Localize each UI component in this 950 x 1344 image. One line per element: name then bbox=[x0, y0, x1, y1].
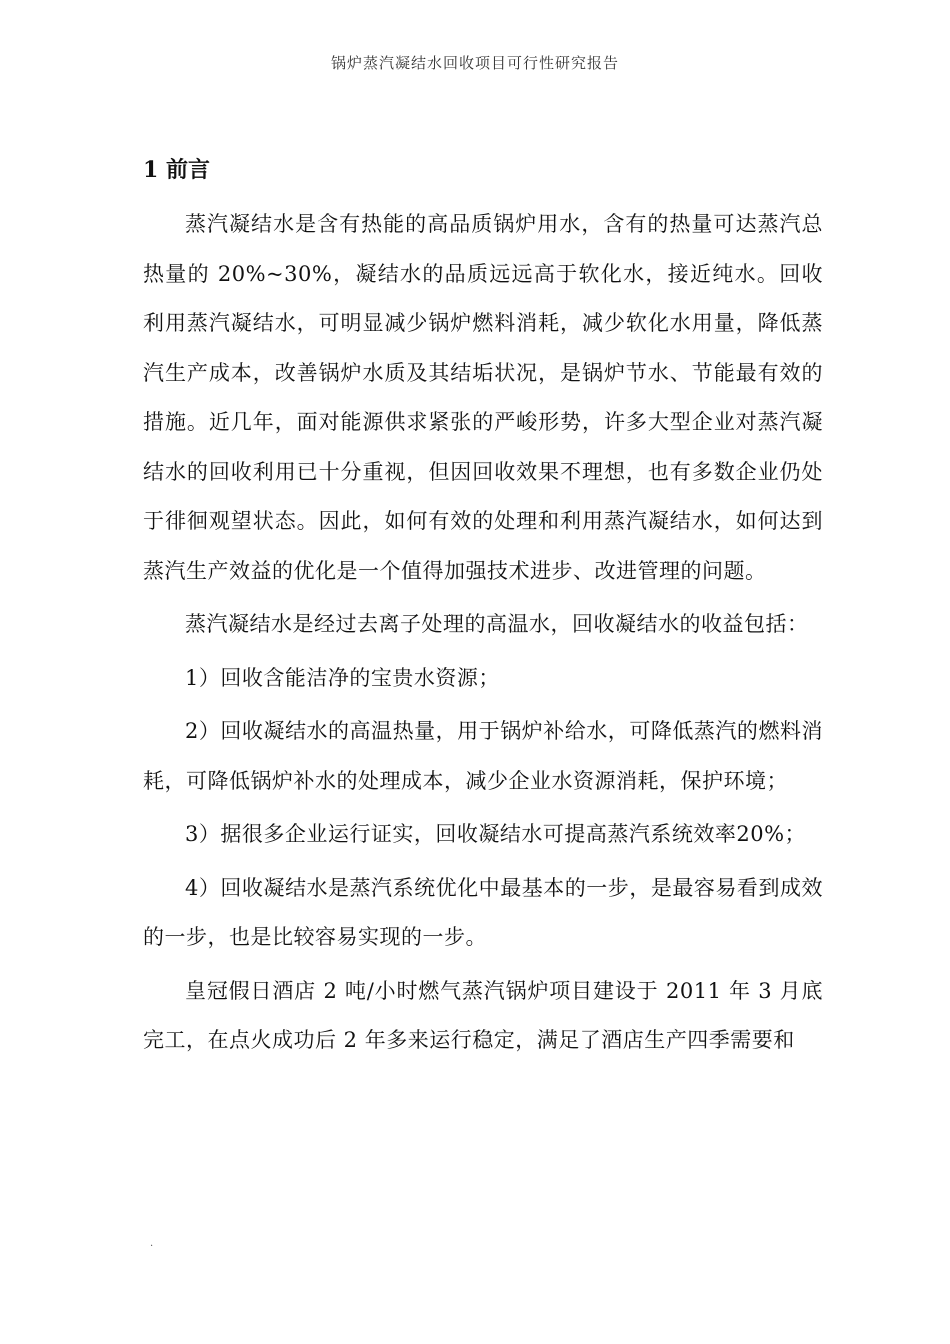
running-header: 锅炉蒸汽凝结水回收项目可行性研究报告 bbox=[330, 54, 619, 72]
benefits-intro-paragraph: 蒸汽凝结水是经过去离子处理的高温水，回收凝结水的收益包括： bbox=[185, 612, 809, 636]
benefit-item-4: 4）回收凝结水是蒸汽系统优化中最基本的一步，是最容易看到成效的一步，也是比较容易实现的一步。 bbox=[143, 875, 823, 949]
document-body bbox=[143, 150, 823, 1066]
benefit-item-3: 3）据很多企业运行证实，回收凝结水可提高蒸汽系统效率20%； bbox=[185, 822, 807, 846]
intro-paragraph: 蒸汽凝结水是含有热能的高品质锅炉用水，含有的热量可达蒸汽总热量的 20%~30%，凝结水的品质远远高于软化水，接近纯水。回收利用蒸汽凝结水，可明显减少锅炉燃料消耗，减少软化水用量，降低蒸汽生产成本，改善锅炉水质及其结垢状况，是锅炉节水、节能最有效的措施。近几年，面对能源供求紧张的严峻形势，许多大型企业对蒸汽凝结水的回收利用已十分重视，但因回收效果不理想，也有多数企业仍处于徘徊观望状态。因此，如何有效的处理和利用蒸汽凝结水，如何达到蒸汽生产效益的优化是一个值得加强技术进步、改进管理的问题。 bbox=[143, 212, 823, 583]
section-title: 1 前言 bbox=[143, 157, 210, 183]
project-paragraph: 皇冠假日酒店 2 吨/小时燃气蒸汽锅炉项目建设于 2011 年 3 月底完工，在点火成功后 2 年多来运行稳定，满足了酒店生产四季需要和 bbox=[143, 978, 823, 1052]
benefit-item-1: 1）回收含能洁净的宝贵水资源； bbox=[185, 665, 500, 690]
footer-mark: . bbox=[150, 1238, 154, 1249]
benefit-item-2: 2）回收凝结水的高温热量，用于锅炉补给水，可降低蒸汽的燃料消耗，可降低锅炉补水的处理成本，减少企业水资源消耗，保护环境； bbox=[143, 719, 823, 793]
